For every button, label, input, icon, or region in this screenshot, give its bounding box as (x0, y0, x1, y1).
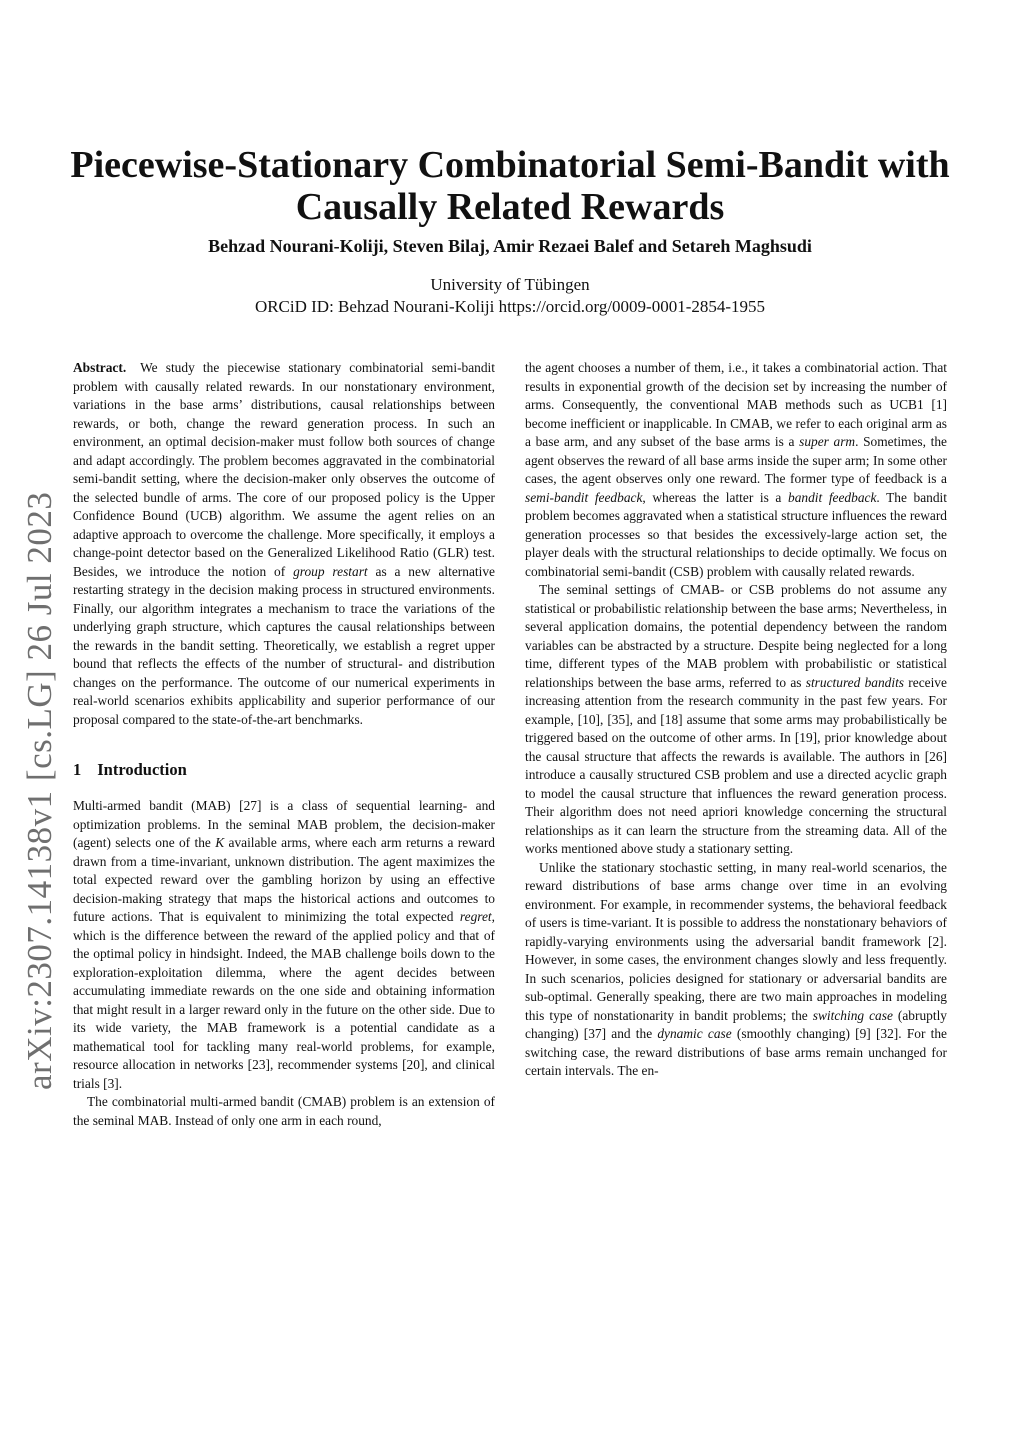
arxiv-identifier: arXiv:2307.14138v1 [cs.LG] 26 Jul 2023 (20, 491, 59, 1090)
abstract-text-1: We study the piecewise stationary combinatorial semi-bandit problem with causally related rewards. In our nonstationary environment, variations in the base arms’ distributions, causal relationships between rewards, or both, change the reward generation process. In such an environment, an optimal decision-maker must follow both sources of change and adapt accordingly. The problem becomes aggravated in the combinatorial semi-bandit setting, where the decision-maker only observes the outcome of the selected bundle of arms. The core of our proposed policy is the Upper Confidence Bound (UCB) algorithm. We assume the agent relies on an adaptive approach to overcome the challenge. More specifically, it employs a change-point detector based on the Generalized Likelihood Ratio (GLR) test. Besides, we introduce the notion of (73, 360, 496, 579)
rp1-text-a: the agent chooses a number of them, i.e., it takes a combinatorial action. That results in exponential growth of the decision set by increasing the number of arms. Consequently, the conventional MAB methods such as UCB1 [1] become inefficient or inapplicable. In CMAB, we refer to each original arm as a base arm, and any subset of the base arms is a (525, 360, 947, 449)
title-line-2: Causally Related Rewards (295, 186, 725, 228)
rp3-text-b: (abruptly changing) [37] and the (525, 1007, 947, 1041)
math-k: K (215, 835, 225, 850)
title-line-1: Piecewise-Stationary Combinatorial Semi-Bandit with (70, 144, 950, 186)
right-paragraph-2 (525, 581, 947, 859)
rp1-text-c: , whereas the latter is a (642, 489, 782, 505)
right-column (525, 359, 947, 1081)
abstract-text-2: as a new alternative restarting strategy in the decision making process in structured environments. Finally, our algorithm integrates a mechanism to trace the variations of the underlying graph structure, which captures the causal relationships between the rewards in the bandit setting. Theoretically, we establish a regret upper bound that reflects the effects of the number of structural- and distribution changes on the performance. The outcome of our numerical experiments in real-world scenarios exhibits applicability and superior performance of our proposal compared to the state-of-the-art benchmarks. (73, 563, 495, 727)
author-list: Behzad Nourani-Koliji, Steven Bilaj, Amir Rezaei Balef and Setareh Maghsudi (208, 236, 812, 256)
affiliation-block (60, 274, 960, 318)
rp1-emphasis-3: bandit feedback (788, 489, 877, 505)
rp1-emphasis-2: semi-bandit feedback (525, 489, 643, 505)
intro-paragraph-2: The combinatorial multi-armed bandit (CMAB) problem is an extension of the seminal MAB. Instead of only one arm in each round, (73, 1094, 495, 1128)
section-title: Introduction (97, 760, 187, 779)
intro-p1-text-a: Multi-armed bandit (MAB) [27] is a class of sequential learning- and optimization problems. In the seminal MAB problem, the decision-maker (agent) selects one of the (73, 798, 495, 850)
left-column (73, 359, 495, 1130)
abstract-emphasis: group restart (293, 563, 368, 579)
rp2-text-b: receive increasing attention from the research community in the past few years. For example, [10], [35], and [18] assume that some arms may probabilistically be triggered based on the outcome of other arms. In [19], prior knowledge about the causal structure that affects the rewards is available. The authors in [26] introduce a causally structured CSB problem and use a directed acyclic graph to model the causal structure that influences the reward generation process. Their algorithm does not need apriori knowledge concerning the structural relationships as it can learn the structure from the streaming data. All of the works mentioned above study a stationary setting. (525, 674, 947, 856)
rp1-text-d: . The bandit problem becomes aggravated when a statistical structure influences the reward generation processes so that besides the excessively-large action set, the player deals with the structural relationships to decide optimally. We focus on combinatorial semi-bandit (CSB) problem with causally related rewards. (525, 489, 948, 579)
abstract-label: Abstract. (73, 360, 127, 375)
right-paragraph-3 (525, 859, 947, 1081)
rp2-emphasis-1: structured bandits (805, 674, 905, 690)
orcid-line: ORCiD ID: Behzad Nourani-Koliji https://orcid.org/0009-0001-2854-1955 (254, 297, 766, 316)
rp2-text-a: The seminal settings of CMAB- or CSB problems do not assume any statistical or probabilistic relationship between the base arms; Nevertheless, in several application domains, the potential dependency between the random variables can be abstracted by a structure. Despite being neglected for a long time, different types of the MAB problem with probabilistic or statistical relationships between the base arms, referred to as (525, 582, 947, 690)
paper-title (60, 144, 960, 228)
intro-p1-text-c: , which is the difference between the reward of the applied policy and that of the optimal policy in hindsight. Indeed, the MAB challenge boils down to the exploration-exploitation dilemma, where the agent decides between accumulating immediate rewards on the one side and obtaining information that might result in a larger reward only in the future on the other side. Due to its wide variety, the MAB framework is a potential candidate as a mathematical tool for tackling many real-world problems, for example, resource allocation in networks [23], recommender systems [20], and clinical trials [3]. (73, 909, 495, 1091)
intro-p1-emphasis: regret (459, 909, 492, 924)
section-number: 1 (73, 760, 82, 779)
rp1-text-b: . Sometimes, the agent observes the reward of all base arms inside the super arm; In some other cases, the agent observes only one reward. The former type of feedback is a (525, 434, 947, 486)
rp3-text-c: (smoothly changing) [9] [32]. For the switching case, the reward distributions of base arms remain unchanged for certain intervals. The en- (525, 1026, 947, 1078)
rp3-emphasis-1: switching case (812, 1007, 893, 1023)
rp3-emphasis-2: dynamic case (657, 1026, 732, 1041)
section-heading-introduction (73, 759, 495, 781)
intro-p1-text-b: available arms, where each arm returns a reward drawn from a time-invariant, unknown distribution. The agent maximizes the total expected reward over the gambling horizon by using an effective decision-making strategy that maps the historical actions and outcomes to future actions. That is equivalent to minimizing the total expected (73, 835, 495, 924)
affiliation: University of Tübingen (430, 275, 590, 294)
abstract (73, 359, 495, 729)
right-paragraph-1 (525, 359, 947, 581)
rp3-text-a: Unlike the stationary stochastic setting, in many real-world scenarios, the reward distributions of base arms change over time in an evolving environment. For example, in recommender systems, the behavioral feedback of users is time-variant. It is possible to address the nonstationary behaviors of rapidly-varying environments using the adversarial bandit framework [2]. However, in some cases, the environment changes slowly and less frequently. In such scenarios, policies designed for stationary or adversarial bandits are sub-optimal. Generally speaking, there are two main approaches in modeling this type of nonstationarity in bandit problems; the (525, 859, 947, 1023)
rp1-emphasis-1: super arm (799, 434, 856, 449)
intro-paragraph-1 (73, 797, 495, 1093)
